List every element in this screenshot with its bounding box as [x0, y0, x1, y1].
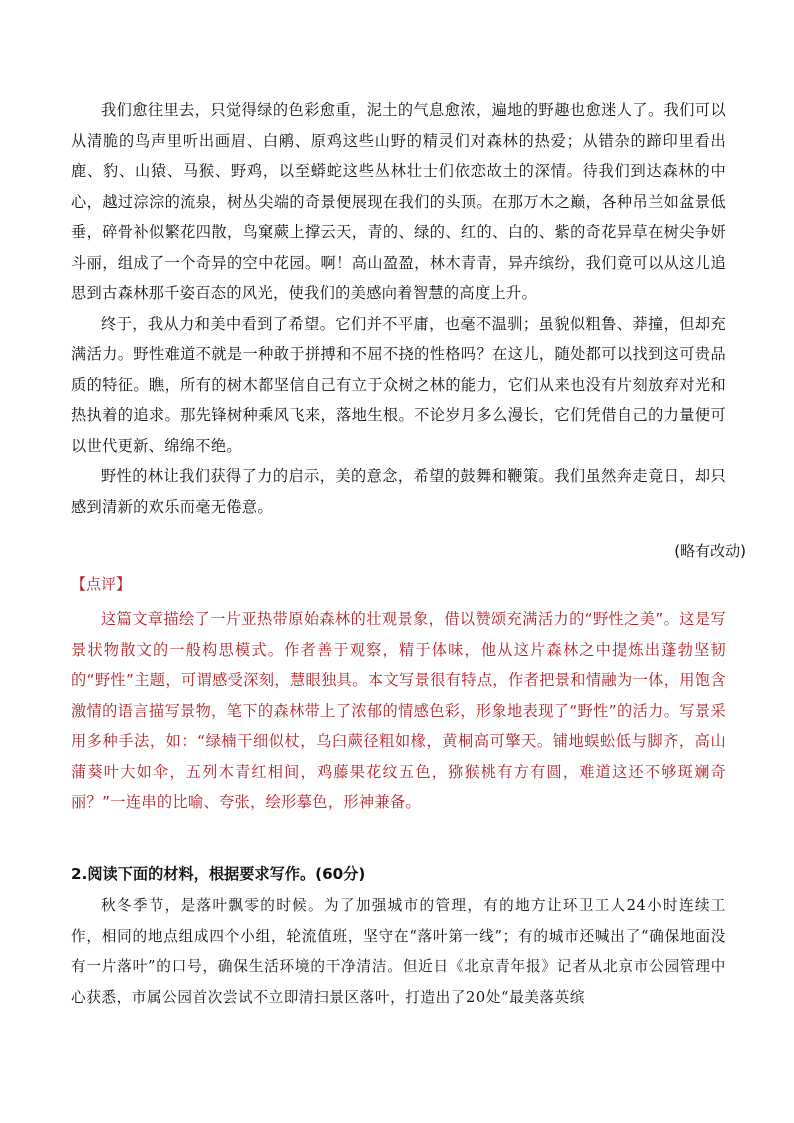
essay-paragraph: 野性的林让我们获得了力的启示，美的意念，希望的鼓舞和鞭策。我们虽然奔走竟日，却只感到清新的欢乐而毫无倦意。 [71, 467, 726, 516]
question-title: 2.阅读下面的材料，根据要求写作。(60分) [71, 865, 366, 883]
question-material [71, 891, 726, 1013]
material-paragraph: 秋冬季节，是落叶飘零的时候。为了加强城市的管理，有的地方让环卫工人24小时连续工作，相同的地点组成四个小组，轮流值班，坚守在“落叶第一线”；有的城市还喊出了“确保地面没有一片落叶”的口号，确保生活环境的干净清洁。但近日《北京青年报》记者从北京市公园管理中心获悉，市属公园首次尝试不立即清扫景区落叶，打造出了20处“最美落英缤 [71, 897, 726, 1006]
review-body [71, 604, 726, 818]
essay-body [71, 95, 726, 522]
review-heading: 【点评】 [71, 575, 132, 593]
essay-paragraph: 我们愈往里去，只觉得绿的色彩愈重，泥土的气息愈浓，遍地的野趣也愈迷人了。我们可以从清脆的鸟声里听出画眉、白鹇、原鸡这些山野的精灵们对森林的热爱；从错杂的蹄印里看出鹿、豹、山猿、马猴、野鸡，以至蟒蛇这些丛林壮士们依恋故土的深情。待我们到达森林的中心，越过淙淙的流泉，树丛尖端的奇景便展现在我们的头顶。在那万木之巅，各种吊兰如盆景低垂，碎骨补似繁花四散，鸟窠蕨上撑云天，青的、绿的、红的、白的、紫的奇花异草在树尖争妍斗丽，组成了一个奇异的空中花园。啊！高山盈盈，林木青青，异卉缤纷，我们竟可以从这儿追思到古森林那千姿百态的风光，使我们的美感向着智慧的高度上升。 [71, 101, 726, 302]
essay-paragraph: 终于，我从力和美中看到了希望。它们并不平庸，也毫不温驯；虽貌似粗鲁、莽撞，但却充满活力。野性难道不就是一种敢于拼搏和不屈不挠的性格吗？在这儿，随处都可以找到这可贵品质的特征。瞧，所有的树木都坚信自己有立于众树之林的能力，它们从来也没有片刻放弃对光和热执着的追求。那先锋树种乘风飞来，落地生根。不论岁月多么漫长，它们凭借自己的力量便可以世代更新、绵绵不绝。 [71, 314, 726, 455]
source-note: (略有改动) [674, 542, 746, 560]
review-paragraph: 这篇文章描绘了一片亚热带原始森林的壮观景象，借以赞颂充满活力的“野性之美”。这是写景状物散文的一般构思模式。作者善于观察，精于体味，他从这片森林之中提炼出蓬勃坚韧的“野性”主题，可谓感受深刻，慧眼独具。本文写景很有特点，作者把景和情融为一体，用饱含激情的语言描写景物，笔下的森林带上了浓郁的情感色彩，形象地表现了“野性”的活力。写景采用多种手法，如：“绿楠干细似杖，乌臼蕨径粗如椽，黄桐高可擎天。铺地蜈蚣低与脚齐，高山蒲葵叶大如伞，五列木青红相间，鸡藤果花纹五色，猕猴桃有方有圆，难道这还不够斑斓奇丽？”一连串的比喻、夸张，绘形摹色，形神兼备。 [71, 610, 726, 811]
